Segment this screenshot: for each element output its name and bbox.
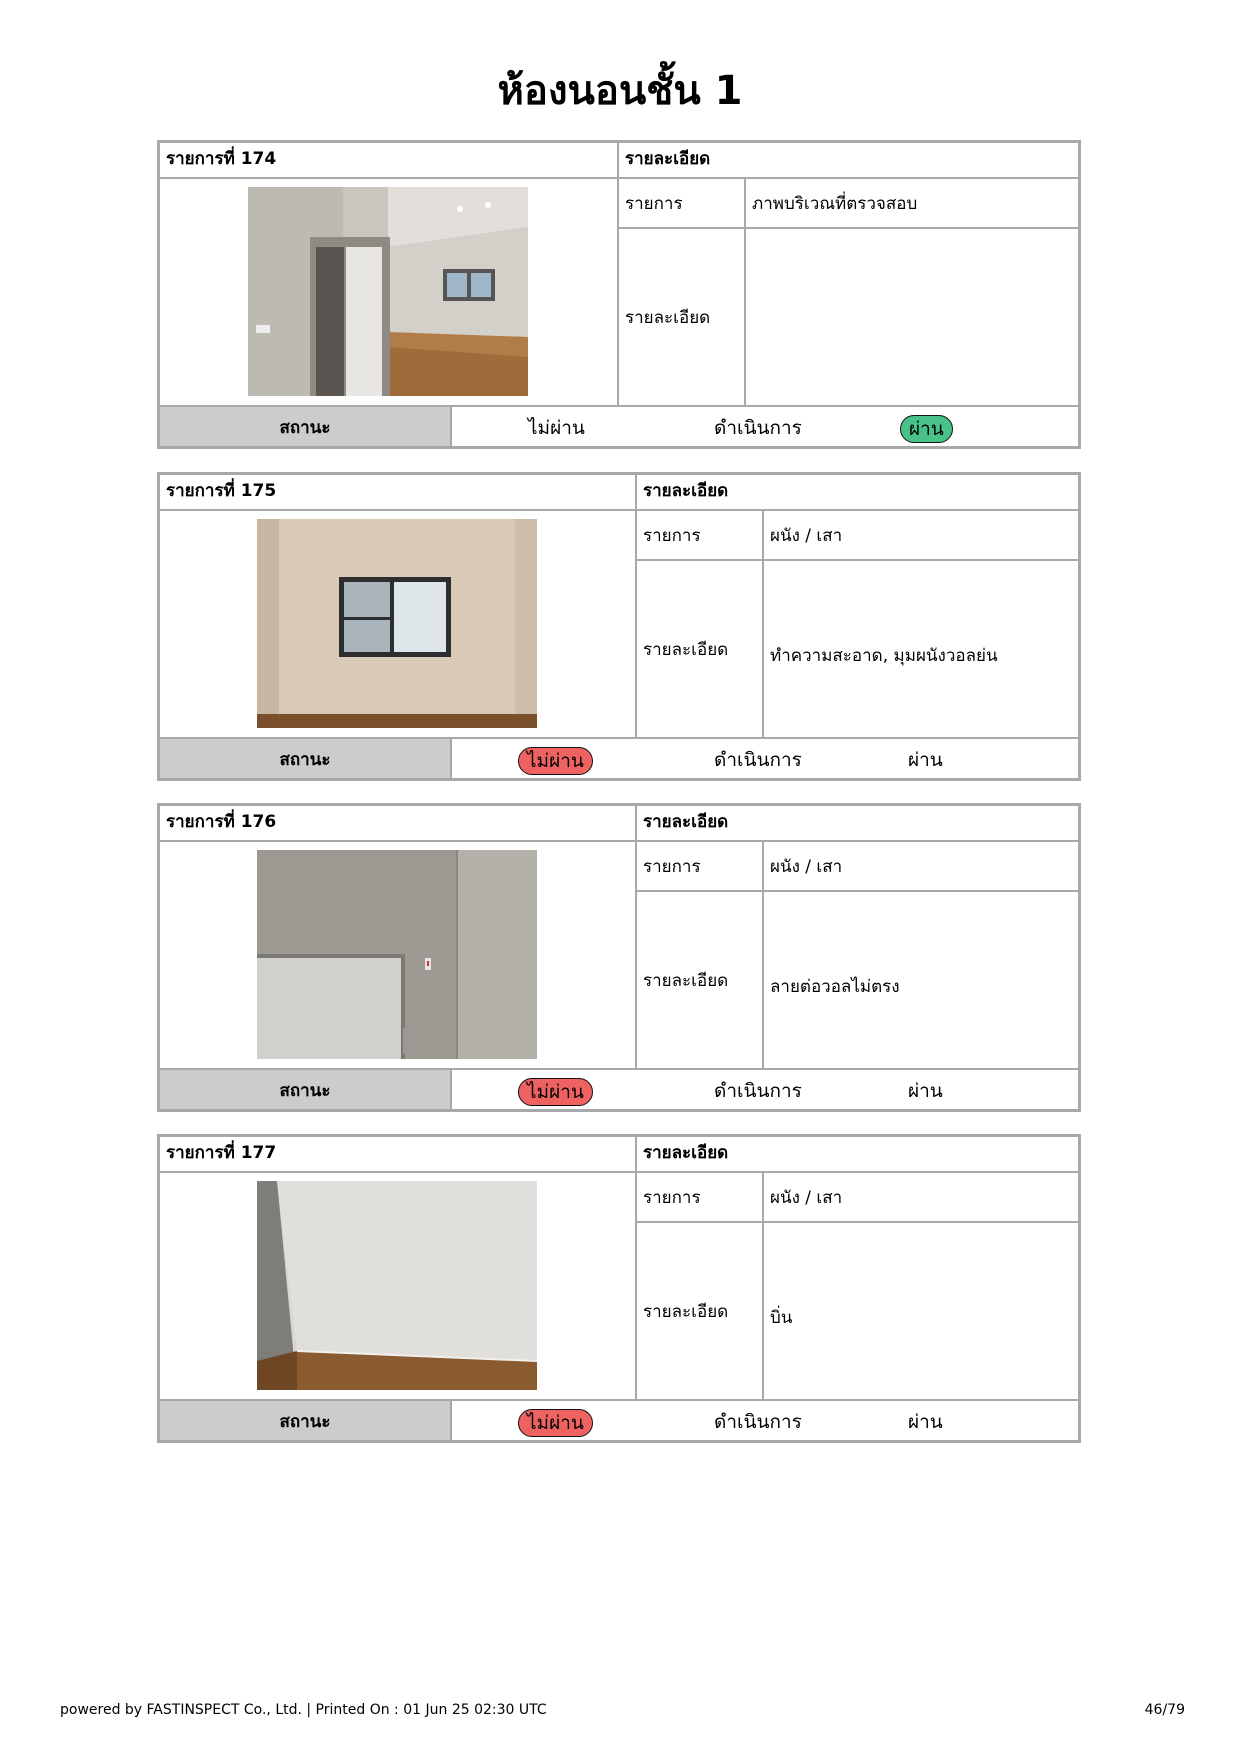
details-header: รายละเอียด bbox=[643, 1143, 729, 1163]
page-title: ห้องนอนชั้น 1 bbox=[497, 68, 743, 114]
detail-label: รายละเอียด bbox=[643, 970, 729, 991]
detail-label: รายละเอียด bbox=[625, 307, 711, 328]
inspection-item-175 bbox=[157, 472, 1081, 781]
status-in-progress-option[interactable]: ดำเนินการ bbox=[714, 749, 802, 771]
detail-value: บิ่น bbox=[770, 1307, 793, 1328]
bedroom-overview-photo bbox=[248, 187, 528, 396]
wall-corner-photo bbox=[257, 1181, 537, 1390]
inspection-item-177 bbox=[157, 1134, 1081, 1443]
wallpaper-seam-photo bbox=[257, 850, 537, 1059]
item-label: รายการ bbox=[643, 1187, 701, 1208]
item-label: รายการ bbox=[643, 856, 701, 877]
item-value: ผนัง / เสา bbox=[770, 525, 843, 546]
status-options bbox=[452, 1401, 1078, 1440]
footer-printed-info: powered by FASTINSPECT Co., Ltd. | Printed On : 01 Jun 25 02:30 UTC bbox=[60, 1702, 547, 1718]
status-fail-option[interactable]: ไม่ผ่าน bbox=[518, 1409, 593, 1437]
status-pass-option[interactable]: ผ่าน bbox=[908, 749, 943, 771]
item-title: รายการที่ 177 bbox=[166, 1143, 277, 1163]
details-header: รายละเอียด bbox=[643, 481, 729, 501]
status-pass-option[interactable]: ผ่าน bbox=[900, 415, 953, 443]
status-fail-option[interactable]: ไม่ผ่าน bbox=[528, 417, 585, 439]
status-fail-option[interactable]: ไม่ผ่าน bbox=[518, 747, 593, 775]
item-label: รายการ bbox=[643, 525, 701, 546]
details-header: รายละเอียด bbox=[625, 149, 711, 169]
detail-label: รายละเอียด bbox=[643, 1301, 729, 1322]
status-in-progress-option[interactable]: ดำเนินการ bbox=[714, 1080, 802, 1102]
status-label: สถานะ bbox=[160, 1070, 450, 1109]
status-in-progress-option[interactable]: ดำเนินการ bbox=[714, 1411, 802, 1433]
status-options bbox=[452, 407, 1078, 446]
item-value: ภาพบริเวณที่ตรวจสอบ bbox=[752, 193, 918, 214]
status-options bbox=[452, 739, 1078, 778]
status-pass-option[interactable]: ผ่าน bbox=[908, 1080, 943, 1102]
item-title: รายการที่ 176 bbox=[166, 812, 277, 832]
detail-value: ทำความสะอาด, มุมผนังวอลย่น bbox=[770, 645, 998, 666]
page-number: 46/79 bbox=[1144, 1702, 1185, 1718]
details-header: รายละเอียด bbox=[643, 812, 729, 832]
detail-value: ลายต่อวอลไม่ตรง bbox=[770, 976, 900, 997]
status-label: สถานะ bbox=[160, 1401, 450, 1440]
status-pass-option[interactable]: ผ่าน bbox=[908, 1411, 943, 1433]
inspection-item-174 bbox=[157, 140, 1081, 449]
item-value: ผนัง / เสา bbox=[770, 856, 843, 877]
status-label: สถานะ bbox=[160, 407, 450, 446]
detail-value bbox=[746, 229, 1078, 405]
status-in-progress-option[interactable]: ดำเนินการ bbox=[714, 417, 802, 439]
item-value: ผนัง / เสา bbox=[770, 1187, 843, 1208]
item-label: รายการ bbox=[625, 193, 683, 214]
inspection-item-176 bbox=[157, 803, 1081, 1112]
status-label: สถานะ bbox=[160, 739, 450, 778]
window-wall-photo bbox=[257, 519, 537, 728]
status-options bbox=[452, 1070, 1078, 1109]
detail-label: รายละเอียด bbox=[643, 639, 729, 660]
status-fail-option[interactable]: ไม่ผ่าน bbox=[518, 1078, 593, 1106]
item-title: รายการที่ 175 bbox=[166, 481, 277, 501]
item-title: รายการที่ 174 bbox=[166, 149, 277, 169]
